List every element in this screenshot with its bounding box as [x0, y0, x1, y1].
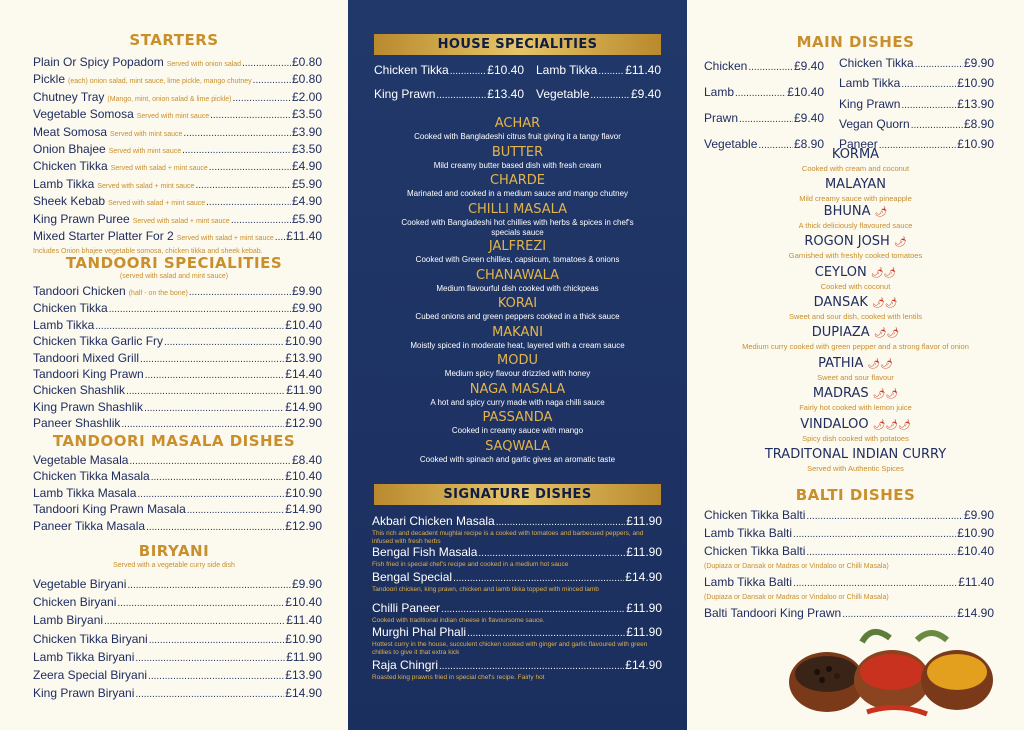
balti-row: Lamb Tikka Balti ..... £10.90 [704, 525, 994, 543]
house-dish [348, 296, 687, 322]
curry-desc: Spicy dish cooked with potatoes [802, 433, 909, 443]
masala-title: TANDOORI MASALA DISHES [52, 432, 296, 450]
house-dish-name: CHANAWALA [475, 267, 560, 283]
biryani-row: Lamb Tikka Biryani ..... £11.90 [33, 649, 322, 667]
chili-icon: 🌶🌶 [870, 267, 897, 279]
house-price-row: Vegetable ..... £9.40 [536, 86, 661, 104]
tandoori-row: Tandoori Mixed Grill ..... £13.90 [33, 351, 322, 367]
curry-desc: A thick deliciously flavoured sauce [798, 220, 913, 230]
house-dish-name: CHILLI MASALA [467, 201, 568, 217]
tandoori-list [33, 284, 322, 433]
house-dish [348, 202, 687, 238]
curry-name: VINDALOO [800, 416, 869, 432]
tandoori-subtitle: (served with salad and mint sauce) [119, 273, 229, 280]
house-prices [374, 62, 661, 104]
chili-icon: 🌶🌶 [872, 389, 899, 401]
main-right-row: Paneer ..... £10.90 [839, 135, 994, 155]
house-dish-name: JALFREZI [488, 239, 547, 254]
house-dish-desc: Cooked in creamy sauce with mango [451, 426, 584, 435]
balti-row: Lamb Tikka Balti ..... £11.40 [704, 574, 994, 592]
biryani-row: Chicken Biryani ..... £10.40 [33, 594, 322, 612]
chili-icon: 🌶 [893, 237, 907, 249]
curry-desc: Sweet and sour flavour [817, 372, 894, 382]
curry-name: DUPIAZA [811, 325, 870, 341]
signature-item: Bengal Special ..... £14.90 Tandoori chicken, king prawn, chicken and lamb tikka topped with minced lamb [372, 570, 662, 594]
balti-title: BALTI DISHES [795, 486, 916, 504]
main-dishes-title: MAIN DISHES [796, 33, 915, 51]
starters-title: STARTERS [129, 31, 219, 49]
starters-note: Includes Onion bhajee vegetable somosa, chicken tikka and sheek kebab. [33, 248, 263, 256]
curry-style [687, 234, 1024, 260]
house-dish [348, 439, 687, 465]
chili-icon: 🌶🌶 [872, 298, 898, 309]
curry-desc: Served with Authentic Spices [807, 464, 904, 473]
signature-item: Chilli Paneer ..... £11.90 Cooked with traditional indian cheese in flavoursome sauce. [372, 601, 662, 625]
curry-desc: Sweet and sour dish, cooked with lentils [789, 312, 922, 321]
house-dish [348, 173, 687, 199]
main-right-row: Vegan Quorn ..... £8.90 [839, 115, 994, 135]
curry-name: ROGON JOSH [804, 234, 890, 250]
house-specialities-banner: HOUSE SPECIALITIES [374, 34, 661, 55]
balti-row: Balti Tandoori King Prawn ..... £14.90 [704, 605, 994, 623]
masala-row: Paneer Tikka Masala ..... £12.90 [33, 519, 322, 535]
signature-item: Bengal Fish Masala ..... £11.90 Fish fried in special chef's recipe and cooked in a medium hot sauce [372, 545, 662, 569]
curry-style [687, 417, 1024, 443]
tandoori-row: Paneer Shashlik ..... £12.90 [33, 416, 322, 432]
balti-list [704, 507, 994, 623]
house-dish-desc: Medium flavourful dish cooked with chickpeas [436, 283, 599, 293]
starter-row: Pickle (each) onion salad, mint sauce, lime pickle, mango chutney ..... £0.80 [33, 72, 322, 89]
biryani-row: Lamb Biryani ..... £11.40 [33, 612, 322, 630]
curry-style [687, 386, 1024, 412]
starter-row: Plain Or Spicy Popadom Served with onion salad ..... £0.80 [33, 55, 322, 72]
curry-name: KORMA [831, 147, 880, 162]
chili-icon: 🌶🌶🌶 [872, 419, 911, 431]
masala-row: Vegetable Masala ..... £8.40 [33, 453, 322, 469]
chili-icon: 🌶🌶 [873, 328, 900, 340]
main-right-row: King Prawn ..... £13.90 [839, 95, 994, 115]
house-dish [348, 145, 687, 171]
house-dish-name: CHARDE [489, 173, 545, 188]
main-left-list [704, 54, 824, 158]
masala-row: Lamb Tikka Masala ..... £10.90 [33, 486, 322, 502]
biryani-row: King Prawn Biryani ..... £14.90 [33, 685, 322, 703]
curry-name: CEYLON [814, 264, 867, 280]
biryani-row: Chicken Tikka Biryani ..... £10.90 [33, 631, 322, 649]
house-dish-name: ACHAR [494, 116, 541, 131]
house-dish-name: KORAI [497, 296, 538, 311]
house-dish-desc: A hot and spicy curry made with naga chilli sauce [430, 397, 605, 407]
curry-desc: Garnished with freshly cooked tomatoes [788, 251, 923, 261]
house-dish [348, 325, 687, 351]
balti-note: (Dupiaza or Dansak or Madras or Vindaloo or Chilli Masala) [704, 563, 889, 570]
biryani-title: BIRYANI [138, 542, 210, 560]
house-dish [348, 353, 687, 379]
biryani-subtitle: Served with a vegetable curry side dish [113, 562, 235, 569]
house-dish-desc: Mild creamy butter based dish with fresh cream [433, 160, 602, 170]
house-dish-desc: Cooked with spinach and garlic gives an aromatic taste [419, 454, 616, 464]
house-dish-desc: Cooked with Bangladeshi citrus fruit giving it a tangy flavor [414, 132, 621, 141]
main-left-row: Chicken ..... £9.40 [704, 54, 824, 80]
curry-name: MALAYAN [824, 177, 887, 193]
house-price-row: King Prawn ..... £13.40 [374, 86, 524, 104]
curry-name: MADRAS [812, 386, 869, 402]
house-dish [348, 410, 687, 436]
house-price-row: Chicken Tikka ..... £10.40 [374, 62, 524, 80]
starter-row: Chutney Tray (Mango, mint, onion salad & lime pickle) ..... £2.00 [33, 90, 322, 107]
signature-item: Akbari Chicken Masala ..... £11.90 This rich and decadent mughlai recipe is a cooked with tomatoes and barbecued peppers, and infused with fresh herbs [372, 514, 662, 545]
house-dish-name: NAGA MASALA [469, 381, 566, 397]
right-column [687, 0, 1024, 730]
curry-style [687, 325, 1024, 351]
house-dish-desc: Cooked with Green chillies, capsicum, tomatoes & onions [415, 255, 620, 264]
balti-row: Chicken Tikka Balti ..... £9.90 [704, 507, 994, 525]
house-dish-name: BUTTER [491, 144, 544, 160]
masala-row: Chicken Tikka Masala ..... £10.40 [33, 469, 322, 485]
biryani-row: Zeera Special Biryani ..... £13.90 [33, 667, 322, 685]
starter-row: Sheek Kebab Served with salad + mint sauce ..... £4.90 [33, 194, 322, 211]
tandoori-row: Tandoori King Prawn ..... £14.40 [33, 367, 322, 383]
curry-name: PATHIA [818, 355, 864, 371]
curry-style [687, 177, 1024, 203]
tandoori-row: Lamb Tikka ..... £10.40 [33, 318, 322, 334]
spice-bowls-image [767, 622, 997, 720]
signature-item: Murghi Phal Phali ..... £11.90 Hottest curry in the house, succulent chicken cooked with ginger and garlic flavoured with green chillies to give it that extra kick [372, 625, 662, 656]
house-dish-desc: Cooked with Bangladeshi hot chillies with herbs & spices in chef's specials sauce [401, 217, 634, 237]
curry-style [687, 204, 1024, 230]
curry-desc: Cooked with coconut [820, 281, 891, 291]
biryani-row: Vegetable Biryani ..... £9.90 [33, 576, 322, 594]
masala-list [33, 453, 322, 535]
house-dish-desc: Medium spicy flavour drizzled with honey [444, 369, 591, 378]
masala-row: Tandoori King Prawn Masala ..... £14.90 [33, 502, 322, 518]
tandoori-row: Chicken Tikka Garlic Fry ..... £10.90 [33, 334, 322, 350]
starter-row: Mixed Starter Platter For 2 Served with salad + mint sauce ..... £11.40 [33, 229, 322, 246]
house-dish-name: MAKANI [492, 324, 543, 340]
chili-icon: 🌶 [874, 206, 888, 218]
signature-dishes-banner: SIGNATURE DISHES [374, 484, 661, 505]
curry-style [687, 295, 1024, 321]
main-left-row: Prawn ..... £9.40 [704, 106, 824, 132]
curry-style [687, 447, 1024, 473]
main-left-row: Vegetable ..... £8.90 [704, 132, 824, 158]
curry-desc: Mild creamy sauce with pineapple [799, 194, 912, 204]
curry-name: TRADITONAL INDIAN CURRY [764, 447, 947, 462]
tandoori-row: Chicken Shashlik ..... £11.90 [33, 383, 322, 399]
house-dish [348, 382, 687, 408]
biryani-list [33, 576, 322, 703]
starters-list [33, 55, 322, 256]
tandoori-row: Chicken Tikka ..... £9.90 [33, 301, 322, 317]
curry-style [687, 356, 1024, 382]
chili-icon: 🌶🌶 [867, 358, 893, 370]
tandoori-row: King Prawn Shashlik ..... £14.90 [33, 400, 322, 416]
starter-row: Lamb Tikka Served with salad + mint sauce ..... £5.90 [33, 177, 322, 194]
starter-row: Chicken Tikka Served with salad + mint sauce ..... £4.90 [33, 159, 322, 176]
starter-row: Onion Bhajee Served with mint sauce ..... £3.50 [33, 142, 322, 159]
curry-name: BHUNA [823, 203, 871, 219]
main-right-row: Lamb Tikka ..... £10.90 [839, 74, 994, 94]
house-dish [348, 239, 687, 265]
balti-row: Chicken Tikka Balti ..... £10.40 [704, 543, 994, 561]
house-dish-desc: Moistly spiced in moderate heat, layered with a cream sauce [410, 340, 625, 350]
middle-column [348, 0, 687, 730]
main-right-list [839, 54, 994, 155]
house-dish [348, 116, 687, 142]
curry-desc: Medium curry cooked with green pepper and a strong flavor of onion [742, 342, 969, 352]
main-left-row: Lamb ..... £10.40 [704, 80, 824, 106]
left-column [0, 0, 348, 730]
tandoori-title: TANDOORI SPECIALITIES [65, 254, 283, 272]
curry-style [687, 147, 1024, 173]
house-dish-name: MODU [497, 353, 538, 368]
house-dish-name: PASSANDA [482, 410, 553, 425]
house-price-row: Lamb Tikka ..... £11.40 [536, 62, 661, 80]
balti-note: (Dupiaza or Dansak or Madras or Vindaloo or Chilli Masala) [704, 594, 889, 601]
curry-name: DANSAK [813, 295, 868, 310]
curry-desc: Fairly hot cooked with lemon juice [799, 403, 912, 413]
house-dish-desc: Cubed onions and green peppers cooked in a thick sauce [415, 312, 620, 321]
main-right-row: Chicken Tikka ..... £9.90 [839, 54, 994, 74]
house-dish [348, 268, 687, 294]
tandoori-row: Tandoori Chicken (half - on the bone) ..... £9.90 [33, 284, 322, 301]
curry-desc: Cooked with cream and coconut [801, 164, 910, 173]
house-dish-desc: Marinated and cooked in a medium sauce and mango chutney [406, 189, 629, 198]
starter-row: Meat Somosa Served with mint sauce ..... £3.90 [33, 125, 322, 142]
house-dish-name: SAQWALA [485, 438, 550, 454]
starter-row: King Prawn Puree Served with salad + mint sauce ..... £5.90 [33, 212, 322, 229]
curry-style [687, 265, 1024, 291]
starter-row: Vegetable Somosa Served with mint sauce ..... £3.50 [33, 107, 322, 124]
signature-item: Raja Chingri ..... £14.90 Roasted king prawns fried in special chef's recipe. Fairly hot [372, 658, 662, 682]
